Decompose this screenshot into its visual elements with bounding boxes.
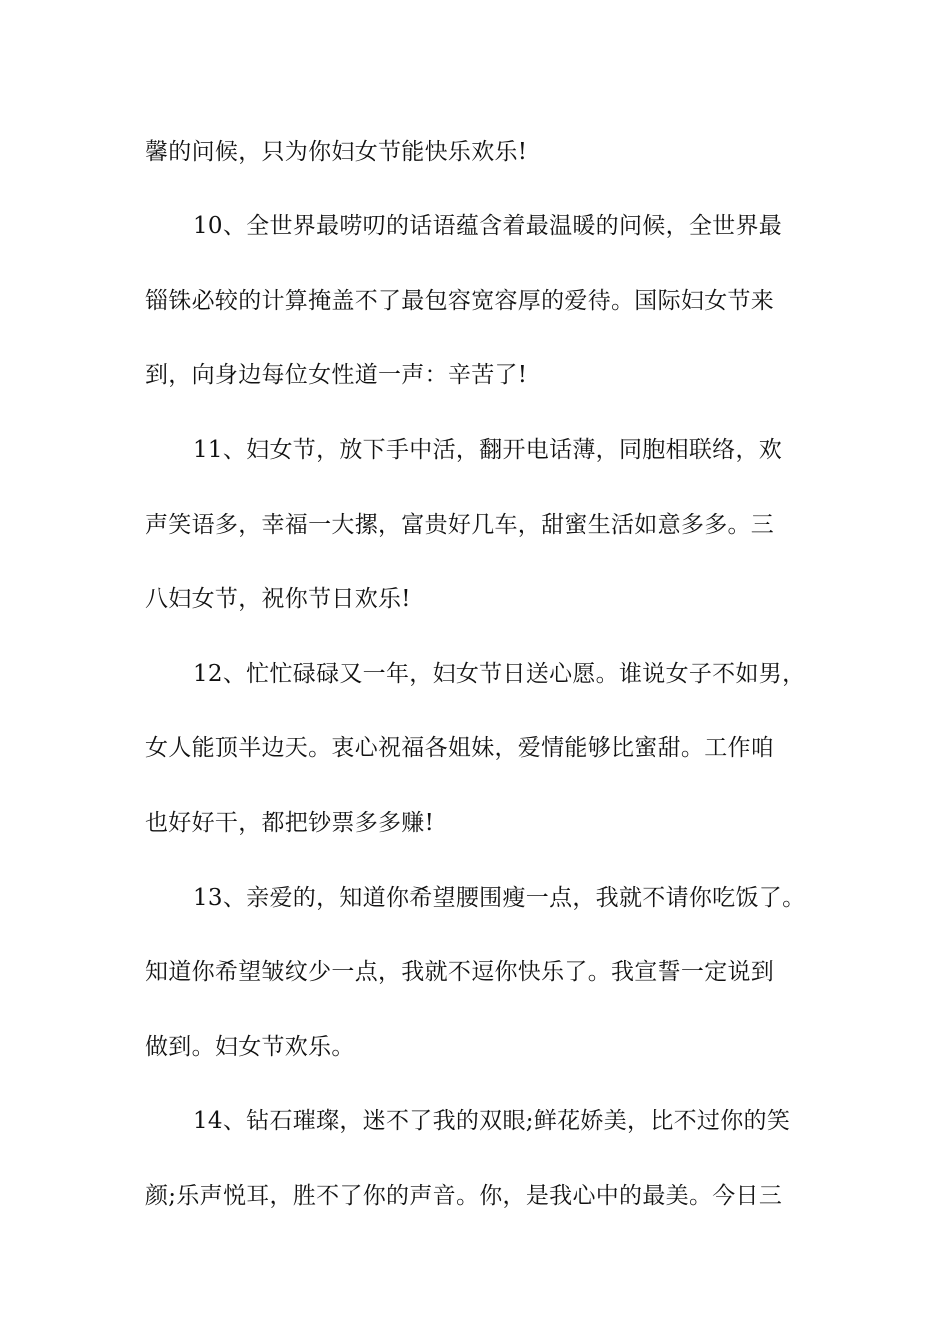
- text-line: 知道你希望皱纹少一点，我就不逗你快乐了。我宣誓一定说到: [145, 959, 775, 985]
- text-line: 到，向身边每位女性道一声：辛苦了!: [145, 362, 528, 388]
- text-line: 馨的问候，只为你妇女节能快乐欢乐!: [145, 139, 528, 165]
- text-line: 声笑语多，幸福一大摞，富贵好几车，甜蜜生活如意多多。三: [145, 512, 775, 538]
- text-line: 八妇女节，祝你节日欢乐!: [145, 586, 411, 612]
- text-line: 14、钻石璀璨，迷不了我的双眼;鲜花娇美，比不过你的笑: [193, 1108, 791, 1134]
- text-line: 10、全世界最唠叨的话语蕴含着最温暖的问候，全世界最: [193, 213, 783, 239]
- text-line: 11、妇女节，放下手中活，翻开电话薄，同胞相联络，欢: [193, 437, 783, 463]
- text-line: 颜;乐声悦耳，胜不了你的声音。你，是我心中的最美。今日三: [145, 1183, 783, 1209]
- text-line: 13、亲爱的，知道你希望腰围瘦一点，我就不请你吃饭了。: [193, 885, 806, 911]
- text-line: 也好好干，都把钞票多多赚!: [145, 810, 435, 836]
- text-line: 12、忙忙碌碌又一年，妇女节日送心愿。谁说女子不如男，: [193, 661, 806, 687]
- text-line: 女人能顶半边天。衷心祝福各姐妹，爱情能够比蜜甜。工作咱: [145, 735, 775, 761]
- text-line: 锱铢必较的计算掩盖不了最包容宽容厚的爱待。国际妇女节来: [145, 288, 775, 314]
- text-line: 做到。妇女节欢乐。: [145, 1034, 355, 1060]
